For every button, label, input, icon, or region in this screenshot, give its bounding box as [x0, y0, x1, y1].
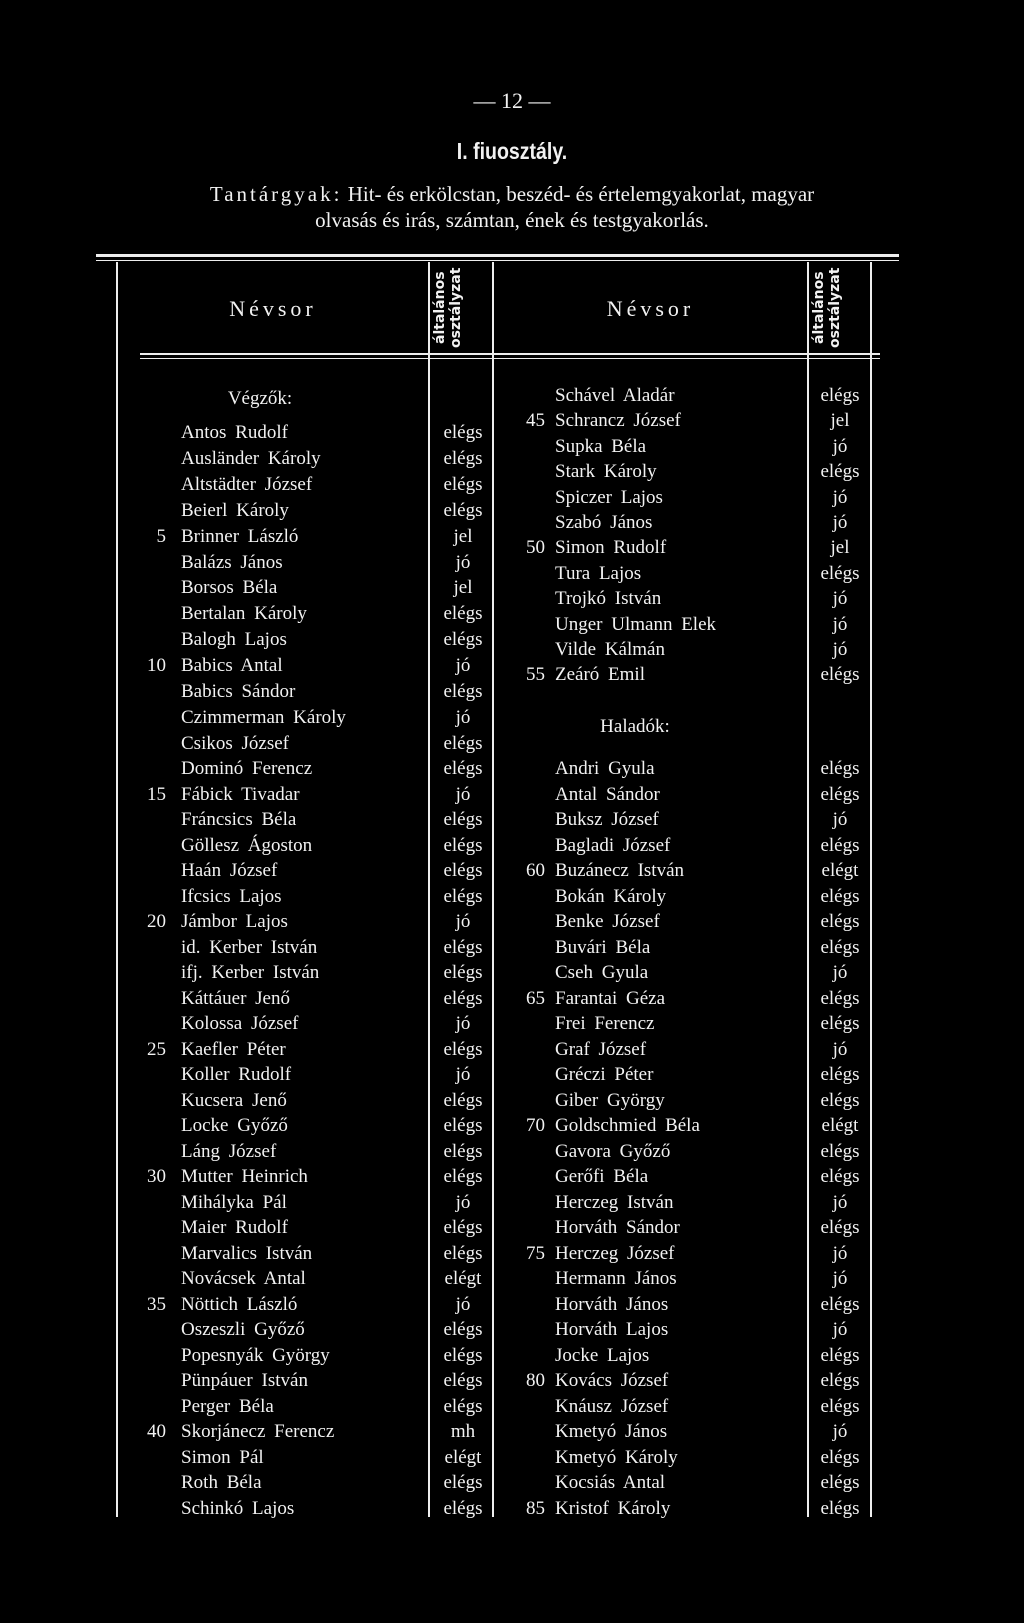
student-name: Locke Győző [181, 1115, 288, 1136]
student-grade: jó [832, 1319, 848, 1340]
student-name: Kmetyó Károly [555, 1446, 678, 1468]
student-name: Horváth Lajos [555, 1319, 669, 1340]
student-name: Kmetyó János [555, 1421, 668, 1442]
student-grade: jó [455, 1064, 471, 1085]
student-name: Giber György [555, 1089, 665, 1111]
student-name: Kovács József [555, 1370, 669, 1391]
student-grade: elégs [820, 987, 860, 1009]
student-name: Stark Károly [555, 461, 657, 483]
student-name: Unger Ulmann Elek [555, 613, 717, 635]
student-grade: elégs [820, 834, 860, 856]
student-grade: jel [830, 410, 850, 432]
student-grade: elégt [821, 860, 859, 881]
student-name: Fábick Tivadar [181, 783, 300, 805]
student-grade: elégs [820, 885, 860, 907]
student-grade: jó [455, 655, 471, 677]
row-number: 25 [147, 1038, 166, 1060]
student-name: Graf József [555, 1038, 647, 1060]
row-number: 85 [526, 1497, 545, 1519]
student-name: Kolossa József [181, 1013, 299, 1034]
student-name: Gerőfi Béla [555, 1166, 649, 1187]
student-grade: elégs [443, 732, 483, 754]
student-grade: elégs [443, 987, 483, 1009]
student-name: Dominó Ferencz [181, 758, 313, 779]
student-grade: elégs [443, 1217, 483, 1238]
table-top-rule [96, 254, 899, 257]
student-name: Láng József [181, 1140, 277, 1162]
student-grade: elégs [443, 1472, 483, 1493]
student-name: Nöttich László [181, 1293, 298, 1315]
row-number: 15 [147, 783, 166, 805]
student-grade: elégs [820, 1395, 860, 1417]
student-name: Gréczi Péter [555, 1064, 654, 1085]
student-grade: elégs [820, 1217, 860, 1238]
student-name: Roth Béla [181, 1472, 262, 1493]
student-name: Mihályka Pál [181, 1191, 287, 1213]
student-grade: elégs [443, 422, 483, 443]
student-name: Kocsiás Antal [555, 1472, 666, 1493]
student-name: Supka Béla [555, 435, 647, 457]
student-name: Antos Rudolf [181, 422, 288, 443]
student-name: Szabó János [555, 512, 653, 533]
student-grade: elégs [820, 1446, 860, 1468]
row-number: 50 [526, 537, 545, 559]
student-grade: elégs [443, 860, 483, 881]
student-name: Goldschmied Béla [555, 1115, 700, 1136]
student-grade: elégs [443, 1166, 483, 1187]
student-name: Czimmerman Károly [181, 706, 346, 728]
student-name: Schável Aladár [555, 385, 675, 406]
header-name-right: Névsor [606, 296, 695, 321]
student-name: Jámbor Lajos [181, 911, 288, 932]
student-name: Maier Rudolf [181, 1217, 288, 1238]
subjects-line-1 [0, 182, 1024, 207]
student-grade: jel [453, 525, 473, 547]
student-name: Herczeg József [555, 1242, 675, 1264]
row-number: 70 [526, 1115, 545, 1136]
student-name: Vilde Kálmán [555, 639, 665, 660]
student-name: Spiczer Lajos [555, 486, 663, 508]
student-name: ifj. Kerber István [181, 962, 320, 983]
student-grade: elégs [820, 461, 860, 483]
student-name: Benke József [555, 911, 660, 932]
student-name: Haán József [181, 860, 278, 881]
student-grade: jó [832, 639, 848, 660]
student-grade: elégs [820, 1497, 860, 1519]
student-grade: elégs [820, 1344, 860, 1366]
student-grade: elégt [821, 1115, 859, 1136]
student-name: Oszeszli Győző [181, 1319, 305, 1340]
student-name: Ifcsics Lajos [181, 885, 282, 907]
student-name: Altstädter József [181, 473, 313, 495]
student-name: Balázs János [181, 551, 283, 573]
student-grade: elégs [443, 885, 483, 907]
student-grade: elégs [820, 664, 860, 686]
row-number: 80 [526, 1370, 545, 1391]
student-name: Simon Rudolf [555, 537, 667, 559]
student-name: Babics Sándor [181, 681, 296, 702]
student-grade: elégs [820, 385, 860, 406]
page-number: — 12 — [473, 88, 551, 113]
student-grade: mh [450, 1421, 476, 1442]
student-grade: elégs [443, 473, 483, 495]
student-name: Frei Ferencz [555, 1013, 655, 1034]
student-grade: elégt [444, 1268, 482, 1289]
student-name: Beierl Károly [181, 499, 289, 521]
row-number: 65 [526, 987, 545, 1009]
student-name: Káttáuer Jenő [181, 987, 290, 1009]
page-title: I. fiuosztály. [456, 138, 568, 164]
student-name: Herczeg István [555, 1191, 674, 1213]
student-name: Borsos Béla [181, 577, 278, 599]
student-name: Cseh Gyula [555, 962, 649, 983]
left-border [116, 262, 118, 1517]
student-grade: elégs [443, 758, 483, 779]
student-name: Simon Pál [181, 1446, 264, 1468]
student-name: Tura Lajos [555, 562, 642, 584]
student-grade: elégs [820, 1370, 860, 1391]
student-name: Gavora Győző [555, 1140, 671, 1162]
student-name: Schinkó Lajos [181, 1497, 295, 1519]
student-grade: jó [832, 486, 848, 508]
student-grade: jó [832, 1191, 848, 1213]
row-number: 10 [147, 655, 166, 677]
student-name: Göllesz Ágoston [181, 834, 313, 856]
student-name: Buksz József [555, 809, 659, 830]
student-grade: jel [453, 577, 473, 599]
student-grade: jel [830, 537, 850, 559]
student-grade: elégs [820, 1293, 860, 1315]
student-grade: elégs [820, 1472, 860, 1493]
subjects-text-1: Hit- és erkölcstan, beszéd- és értelemgyakorlat, magyar [347, 182, 815, 206]
student-name: Hermann János [555, 1268, 677, 1289]
student-name: Bokán Károly [555, 885, 667, 907]
student-name: Kucsera Jenő [181, 1089, 287, 1111]
student-grade: elégs [443, 447, 483, 469]
student-name: Horváth János [555, 1293, 669, 1315]
student-grade: elégs [443, 499, 483, 521]
student-grade: elégs [820, 911, 860, 932]
student-grade: elégs [820, 1064, 860, 1085]
header-grade-right: általános osztályzat [811, 267, 843, 348]
student-grade: jó [832, 809, 848, 830]
header-grade-left: általános osztályzat [432, 267, 464, 348]
row-number: 30 [147, 1166, 166, 1187]
student-name: Antal Sándor [555, 783, 660, 805]
student-name: Buzánecz István [555, 860, 685, 881]
student-name: Bertalan Károly [181, 603, 307, 625]
student-name: Zeáró Emil [555, 664, 645, 686]
row-number: 55 [526, 664, 545, 686]
row-number: 20 [147, 911, 166, 932]
student-name: Brinner László [181, 525, 299, 547]
student-name: Knáusz József [555, 1395, 669, 1417]
student-grade: jó [455, 1013, 471, 1034]
student-name: id. Kerber István [181, 936, 318, 958]
row-number: 40 [147, 1421, 166, 1442]
student-grade: elégs [443, 603, 483, 625]
student-grade: elégs [443, 1344, 483, 1366]
student-grade: elégs [443, 629, 483, 651]
section-graduates: Végzők: [227, 388, 293, 409]
student-grade: elégs [443, 1089, 483, 1111]
student-name: Babics Antal [181, 655, 283, 677]
student-grade: jó [832, 1268, 848, 1289]
student-grade: elégs [820, 562, 860, 584]
student-grade: elégs [443, 1038, 483, 1060]
header-name-left: Névsor [229, 296, 317, 321]
student-grade: elégs [443, 1140, 483, 1162]
row-number: 60 [526, 860, 545, 881]
student-grade: elégs [443, 1370, 483, 1391]
student-name: Csikos József [181, 732, 289, 754]
header-bottom-rule [140, 353, 880, 355]
student-grade: jó [455, 783, 471, 805]
row-number: 75 [526, 1242, 545, 1264]
student-grade: elégs [820, 936, 860, 958]
student-name: Novácsek Antal [181, 1268, 306, 1289]
student-grade: elégs [820, 758, 860, 779]
student-name: Andri Gyula [555, 758, 655, 779]
student-grade: jó [832, 1421, 848, 1442]
student-grade: elégs [820, 1013, 860, 1034]
student-grade: jó [455, 911, 471, 932]
student-grade: jó [832, 435, 848, 457]
student-name: Farantai Géza [555, 987, 666, 1009]
student-grade: jó [832, 588, 848, 610]
section-advancing: Haladók: [600, 716, 670, 737]
student-name: Bagladi József [555, 834, 671, 856]
table-top-rule-thin [96, 260, 899, 261]
student-name: Pünpáuer István [181, 1370, 308, 1391]
student-grade: elégs [820, 1089, 860, 1111]
student-name: Balogh Lajos [181, 629, 287, 651]
student-name: Ausländer Károly [181, 447, 321, 469]
student-name: Schrancz József [555, 410, 681, 432]
student-grade: jó [832, 613, 848, 635]
student-grade: elégs [443, 936, 483, 958]
student-grade: jó [832, 1038, 848, 1060]
student-name: Mutter Heinrich [181, 1166, 308, 1187]
student-grade: elégs [443, 809, 483, 830]
student-grade: elégs [820, 1166, 860, 1187]
row-number: 45 [526, 410, 545, 432]
student-grade: jó [455, 551, 471, 573]
student-grade: elégs [443, 834, 483, 856]
student-name: Jocke Lajos [555, 1344, 650, 1366]
student-grade: elégs [443, 1497, 483, 1519]
student-grade: elégs [820, 1140, 860, 1162]
subjects-label: Tantárgyak: [209, 182, 343, 206]
student-grade: elégs [443, 1115, 483, 1136]
student-name: Fráncsics Béla [181, 809, 297, 830]
student-name: Kaefler Péter [181, 1038, 286, 1060]
student-grade: elégs [443, 681, 483, 702]
student-grade: elégs [820, 783, 860, 805]
student-name: Koller Rudolf [181, 1064, 292, 1085]
student-grade: elégt [444, 1446, 482, 1468]
row-number: 5 [156, 525, 166, 547]
student-name: Popesnyák György [181, 1344, 330, 1366]
subjects-line-2: olvasás és irás, számtan, ének és testgyakorlás. [315, 208, 709, 232]
student-name: Perger Béla [181, 1395, 274, 1417]
student-name: Marvalics István [181, 1242, 313, 1264]
student-grade: jó [832, 512, 848, 533]
row-number: 35 [147, 1293, 166, 1315]
header-bottom-rule-thin [140, 358, 880, 359]
student-grade: elégs [443, 1242, 483, 1264]
student-grade: elégs [443, 1319, 483, 1340]
student-grade: jó [455, 706, 471, 728]
student-name: Kristof Károly [555, 1497, 671, 1519]
student-name: Buvári Béla [555, 936, 651, 958]
student-grade: jó [832, 1242, 848, 1264]
student-name: Skorjánecz Ferencz [181, 1421, 335, 1442]
student-grade: jó [832, 962, 848, 983]
student-grade: jó [455, 1191, 471, 1213]
student-grade: jó [455, 1293, 471, 1315]
student-grade: elégs [443, 1395, 483, 1417]
student-name: Trojkó István [555, 588, 662, 610]
student-name: Horváth Sándor [555, 1217, 680, 1238]
student-grade: elégs [443, 962, 483, 983]
